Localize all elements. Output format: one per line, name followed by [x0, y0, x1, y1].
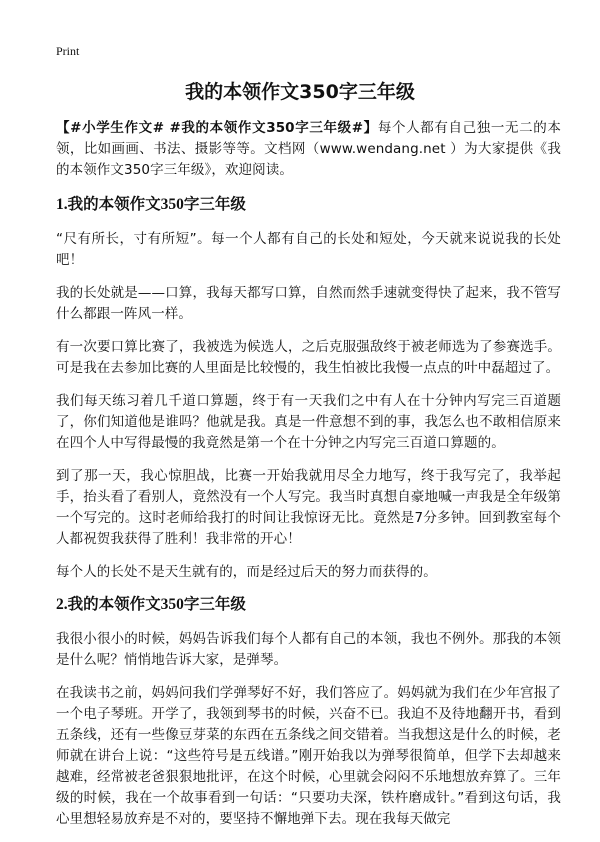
intro-text: 每个人都有自己独一无二的本领，比如画画、书法、摄影等等。文档网（www.wendang.net ）为大家提供《我的本领作文350字三年级》，欢迎阅读。	[56, 120, 561, 178]
paragraph: 我的长处就是——口算，我每天都写口算，自然而然手速就变得快了起来，我不管写什么都跟一阵风一样。	[56, 285, 561, 322]
print-link[interactable]: Print	[56, 44, 80, 58]
paragraph: 到了那一天，我心惊胆战，比赛一开始我就用尽全力地写，终于我写完了，我举起手，抬头看了看别人，竟然没有一个人写完。我当时真想自豪地喊一声我是全年级第一个写完的。这时老师给我打的时间让我惊讶无比。竟然是7分多钟。回到教室每个人都祝贺我获得了胜利！我非常的开心！	[56, 468, 561, 547]
paragraph: 我很小很小的时候，妈妈告诉我们每个人都有自己的本领，我也不例外。那我的本领是什么呢？悄悄地告诉大家，是弹琴。	[56, 631, 561, 668]
paragraph: 每个人的长处不是天生就有的，而是经过后天的努力而获得的。	[56, 564, 437, 580]
paragraph: “尺有所长，寸有所短”。每一个人都有自己的长处和短处，今天就来说说我的长处吧！	[56, 231, 561, 268]
paragraph: 在我读书之前，妈妈问我们学弹琴好不好，我们答应了。妈妈就为我们在少年宫报了一个电子琴班。开学了，我领到琴书的时候，兴奋不已。我迫不及待地翻开书，看到五条线，还有一些像豆芽菜的东西在五条线之间交错着。当我想这是什么的时候，老师就在讲台上说：“这些符号是五线谱。”刚开始我以为弹琴很简单，但学下去却越来越难，经常被老爸狠狠地批评，在这个时候，心里就会闷闷不乐地想放弃算了。三年级的时候，我在一个故事看到一句话：“只要功夫深，铁杵磨成针。”看到这句话，我心里想轻易放弃是不对的，要坚持不懈地弹下去。现在我每天做完	[56, 685, 561, 827]
paragraph: 我们每天练习着几千道口算题，终于有一天我们之中有人在十分钟内写完三百道题了，你们知道他是谁吗？他就是我。真是一件意想不到的事，我怎么也不敢相信原来在四个人中写得最慢的我竟然是第一个在十分钟之内写完三百道口算题的。	[56, 393, 561, 451]
article-body	[56, 118, 561, 842]
section-heading: 2.我的本领作文350字三年级	[56, 596, 246, 613]
intro-tag: 【#小学生作文# #我的本领作文350字三年级#】	[56, 120, 378, 136]
intro-paragraph	[56, 118, 561, 181]
paragraph: 有一次要口算比赛了，我被选为候选人，之后克服强敌终于被老师选为了参赛选手。可是我在去参加比赛的人里面是比较慢的，我生怕被比我慢一点点的叶中磊超过了。	[56, 339, 561, 376]
page-title: 我的本领作文350字三年级	[185, 81, 415, 103]
section-heading: 1.我的本领作文350字三年级	[56, 196, 246, 213]
